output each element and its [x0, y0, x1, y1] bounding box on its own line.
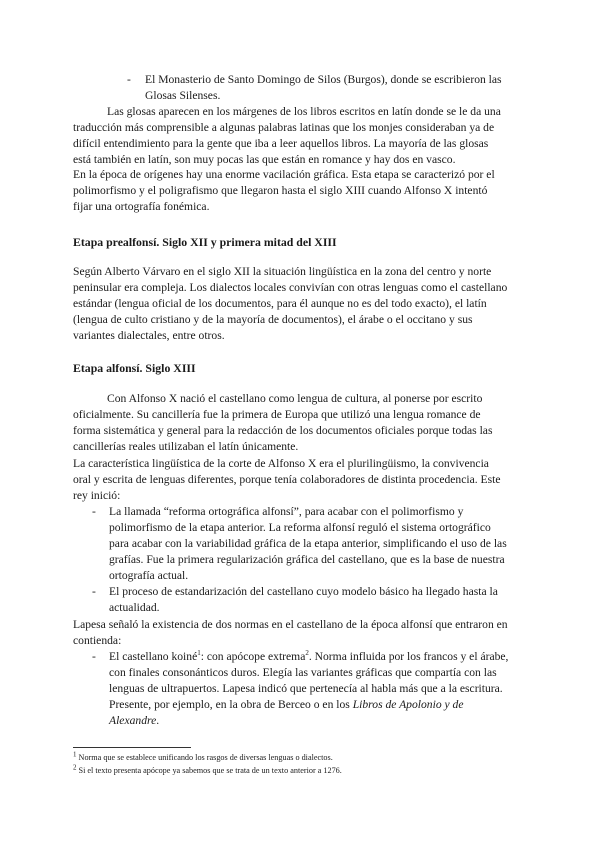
text-line: La característica lingüística de la corte de Alfonso X era el plurilingüismo, la convivencia [73, 457, 489, 470]
bullet-marker: - [127, 73, 131, 86]
text-line: El Monasterio de Santo Domingo de Silos (Burgos), donde se escribieron las [145, 73, 502, 86]
text-line: Según Alberto Várvaro en el siglo XII la situación lingüística en la zona del centro y norte [73, 265, 492, 278]
text-line: cancillerías reales utilizaban el latín únicamente. [73, 440, 299, 453]
text-line: actualidad. [109, 601, 160, 614]
text-line: Glosas Silenses. [145, 89, 221, 102]
bullet-marker: - [92, 650, 96, 663]
text-line: rey inició: [73, 489, 121, 502]
text-line: ortografía actual. [109, 569, 189, 582]
footnote-separator [73, 747, 191, 748]
text-line: polimorfismo y el poligrafismo que llegaron hasta el siglo XIII cuando Alfonso X intentó [73, 184, 488, 197]
text-line: traducción más comprensible a algunas palabras latinas que los monjes consideraban ya de [73, 121, 495, 134]
heading-etapa-prealfonsi: Etapa prealfonsí. Siglo XII y primera mitad del XIII [73, 235, 337, 249]
text-line: está también en latín, son muy pocas las que están en romance y hay dos en vasco. [73, 153, 456, 166]
text-line: El castellano koiné$^1$: con apócope extrema$^2$. Norma influida por los francos y el árabe, [109, 649, 509, 663]
text-line: oral y escrita de lenguas diferentes, porque tenía colaboradores de distinta procedencia. Este [73, 473, 501, 486]
text-line: Alexandre. [109, 714, 160, 727]
text-line: contienda: [73, 634, 122, 647]
footnote-ref-2[interactable]: 2 [305, 649, 309, 658]
bullet-marker: - [92, 505, 96, 518]
bullet-marker: - [92, 585, 96, 598]
text-line: para acabar con la variabilidad gráfica de la etapa anterior, simplificando el uso de las [109, 537, 507, 550]
text-line: La llamada “reforma ortográfica alfonsí”, para acabar con el polimorfismo y [109, 505, 464, 518]
text-line: grafías. Fue la primera regularización gráfica del castellano, que es la base de nuestra [109, 553, 505, 566]
footnote-1: $^1$ Norma que se establece unificando los rasgos de diversas lenguas o dialectos. [73, 750, 333, 762]
text-line: peninsular era compleja. Los dialectos locales convivían con otras lenguas como el castellano [73, 281, 508, 294]
text-line: estándar (lengua oficial de los documentos, para él aunque no es del todo exacto), el latín [73, 297, 487, 310]
book-title: Libros de Apolonio y de [352, 698, 464, 711]
text-line: El proceso de estandarización del castellano cuyo modelo básico ha llegado hasta la [109, 585, 498, 598]
text-line: forma sistemática y general para la redacción de los documentos oficiales porque todas las [73, 424, 493, 437]
heading-etapa-alfonsi: Etapa alfonsí. Siglo XIII [73, 361, 196, 375]
footnote-2: $^2$ Si el texto presenta apócope ya sabemos que se trata de un texto anterior a 1276. [73, 763, 342, 775]
text-line: Lapesa señaló la existencia de dos normas en el castellano de la época alfonsí que entraron en [73, 618, 508, 631]
footnote-ref-1[interactable]: 1 [197, 649, 201, 658]
text-line: variantes dialectales, entre otros. [73, 329, 225, 342]
text-line: polimorfismo de la etapa anterior. La reforma alfonsí reguló el sistema ortográfico [109, 521, 491, 534]
text-line: oficialmente. Su cancillería fue la primera de Europa que utilizó una lengua romance de [73, 408, 481, 421]
text-line: Presente, por ejemplo, en la obra de Berceo o en los Libros de Apolonio y de [109, 698, 464, 711]
text-line: Con Alfonso X nació el castellano como lengua de cultura, al ponerse por escrito [107, 392, 483, 405]
text-line: con finales consonánticos duros. Elegía las variantes gráficas que compartía con las [109, 666, 497, 679]
text-line: lenguas de ultrapuertos. Lapesa indicó que pertenecía al habla más que a la escritura. [109, 682, 503, 695]
text-line: En la época de orígenes hay una enorme vacilación gráfica. Esta etapa se caracterizó por el [73, 168, 495, 181]
text-line: difícil entendimiento para la gente que iba a leer aquellos libros. La mayoría de las glosas [73, 137, 489, 150]
text-line: Las glosas aparecen en los márgenes de los libros escritos en latín donde se le da una [107, 105, 501, 118]
text-line: fijar una ortografía fonémica. [73, 200, 210, 213]
text-line: (lengua de culto cristiano y de la mayoría de documentos), el árabe o el occitano y sus [73, 313, 473, 326]
book-title: Alexandre [109, 714, 157, 727]
